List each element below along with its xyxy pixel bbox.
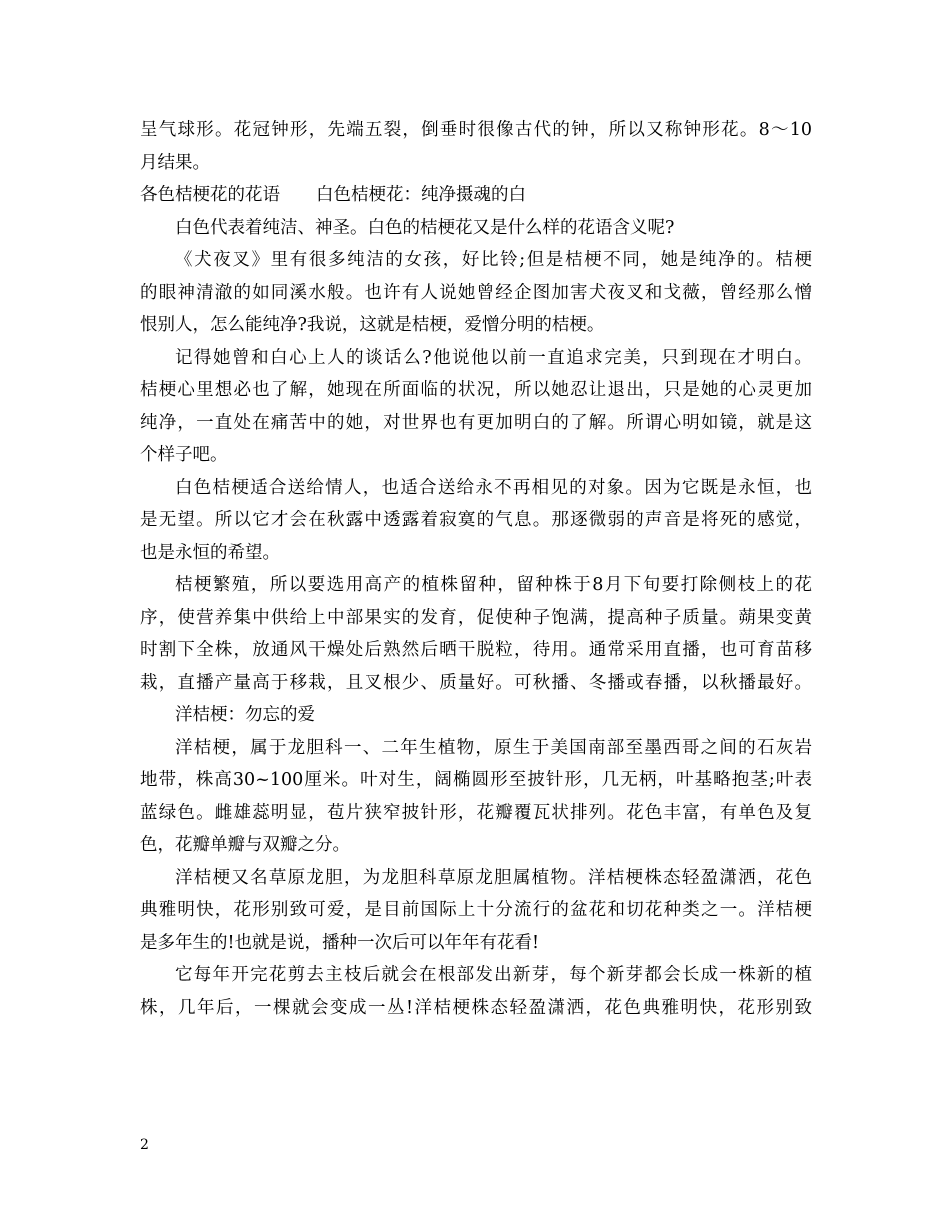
text-line: 恨别人，怎么能纯净?我说，这就是桔梗，爱憎分明的桔梗。 — [140, 315, 605, 335]
text-line: 株，几年后，一棵就会变成一丛!洋桔梗株态轻盈潇洒，花色典雅明快，花形别致 — [140, 997, 812, 1018]
text-line: 是无望。所以它才会在秋露中透露着寂寞的气息。那逐微弱的声音是将死的感觉， — [140, 510, 812, 530]
text-line: 色，花瓣单瓣与双瓣之分。 — [140, 835, 350, 855]
text-line: 个样子吧。 — [140, 445, 228, 465]
subsection-heading: 白色桔梗花：纯净摄魂的白 — [316, 185, 526, 205]
text-line: 月结果。 — [140, 152, 210, 173]
text-line: 序，使营养集中供给上中部果实的发育，促使种子饱满，提高种子质量。蒴果变黄 — [140, 607, 812, 628]
text-line: 蓝绿色。雌雄蕊明显，苞片狭窄披针形，花瓣覆瓦状排列。花色丰富，有单色及复 — [140, 802, 812, 823]
text-line: 白色代表着纯洁、神圣。白色的桔梗花又是什么样的花语含义呢? — [175, 217, 675, 238]
text-line: 白色桔梗适合送给情人，也适合送给永不再相见的对象。因为它既是永恒，也 — [175, 477, 812, 498]
document-body — [140, 114, 812, 1024]
text-line: 是多年生的!也就是说，播种一次后可以年年有花看! — [140, 932, 540, 953]
text-line: 《犬夜叉》里有很多纯洁的女孩，好比铃;但是桔梗不同，她是纯净的。桔梗 — [175, 250, 812, 270]
text-line: 记得她曾和白心上人的谈话么?他说他以前一直追求完美，只到现在才明白。 — [175, 347, 812, 368]
section-heading-line — [140, 179, 812, 212]
text-line: 纯净，一直处在痛苦中的她，对世界也有更加明白的了解。所谓心明如镜，就是这 — [140, 412, 812, 433]
text-line: 桔梗繁殖，所以要选用高产的植株留种，留种株于8月下旬要打除侧枝上的花 — [175, 575, 812, 595]
section-heading: 各色桔梗花的花语 — [140, 185, 280, 205]
text-line: 的眼神清澈的如同溪水般。也许有人说她曾经企图加害犬夜叉和戈薇，曾经那么憎 — [140, 282, 812, 303]
text-line: 时割下全株，放通风干燥处后熟然后晒干脱粒，待用。通常采用直播，也可育苗移 — [140, 640, 812, 660]
text-line: 栽，直播产量高于移栽，且叉根少、质量好。可秋播、冬播或春播，以秋播最好。 — [140, 672, 812, 693]
text-line: 它每年开完花剪去主枝后就会在根部发出新芽，每个新芽都会长成一株新的植 — [175, 965, 812, 985]
text-line: 洋桔梗，属于龙胆科一、二年生植物，原生于美国南部至墨西哥之间的石灰岩 — [175, 737, 812, 758]
text-line: 地带，株高30~100厘米。叶对生，阔椭圆形至披针形，几无柄，叶基略抱茎;叶表 — [140, 770, 812, 790]
text-line: 典雅明快，花形别致可爱，是目前国际上十分流行的盆花和切花种类之一。洋桔梗 — [140, 900, 812, 920]
text-line: 呈气球形。花冠钟形，先端五裂，倒垂时很像古代的钟，所以又称钟形花。8～10 — [140, 120, 812, 140]
subsection-heading: 洋桔梗：勿忘的爱 — [175, 705, 315, 725]
page-number: 2 — [140, 1137, 149, 1153]
text-line: 桔梗心里想必也了解，她现在所面临的状况，所以她忍让退出，只是她的心灵更加 — [140, 380, 812, 400]
text-line: 也是永恒的希望。 — [140, 542, 280, 563]
text-line: 洋桔梗又名草原龙胆，为龙胆科草原龙胆属植物。洋桔梗株态轻盈潇洒，花色 — [175, 867, 812, 888]
